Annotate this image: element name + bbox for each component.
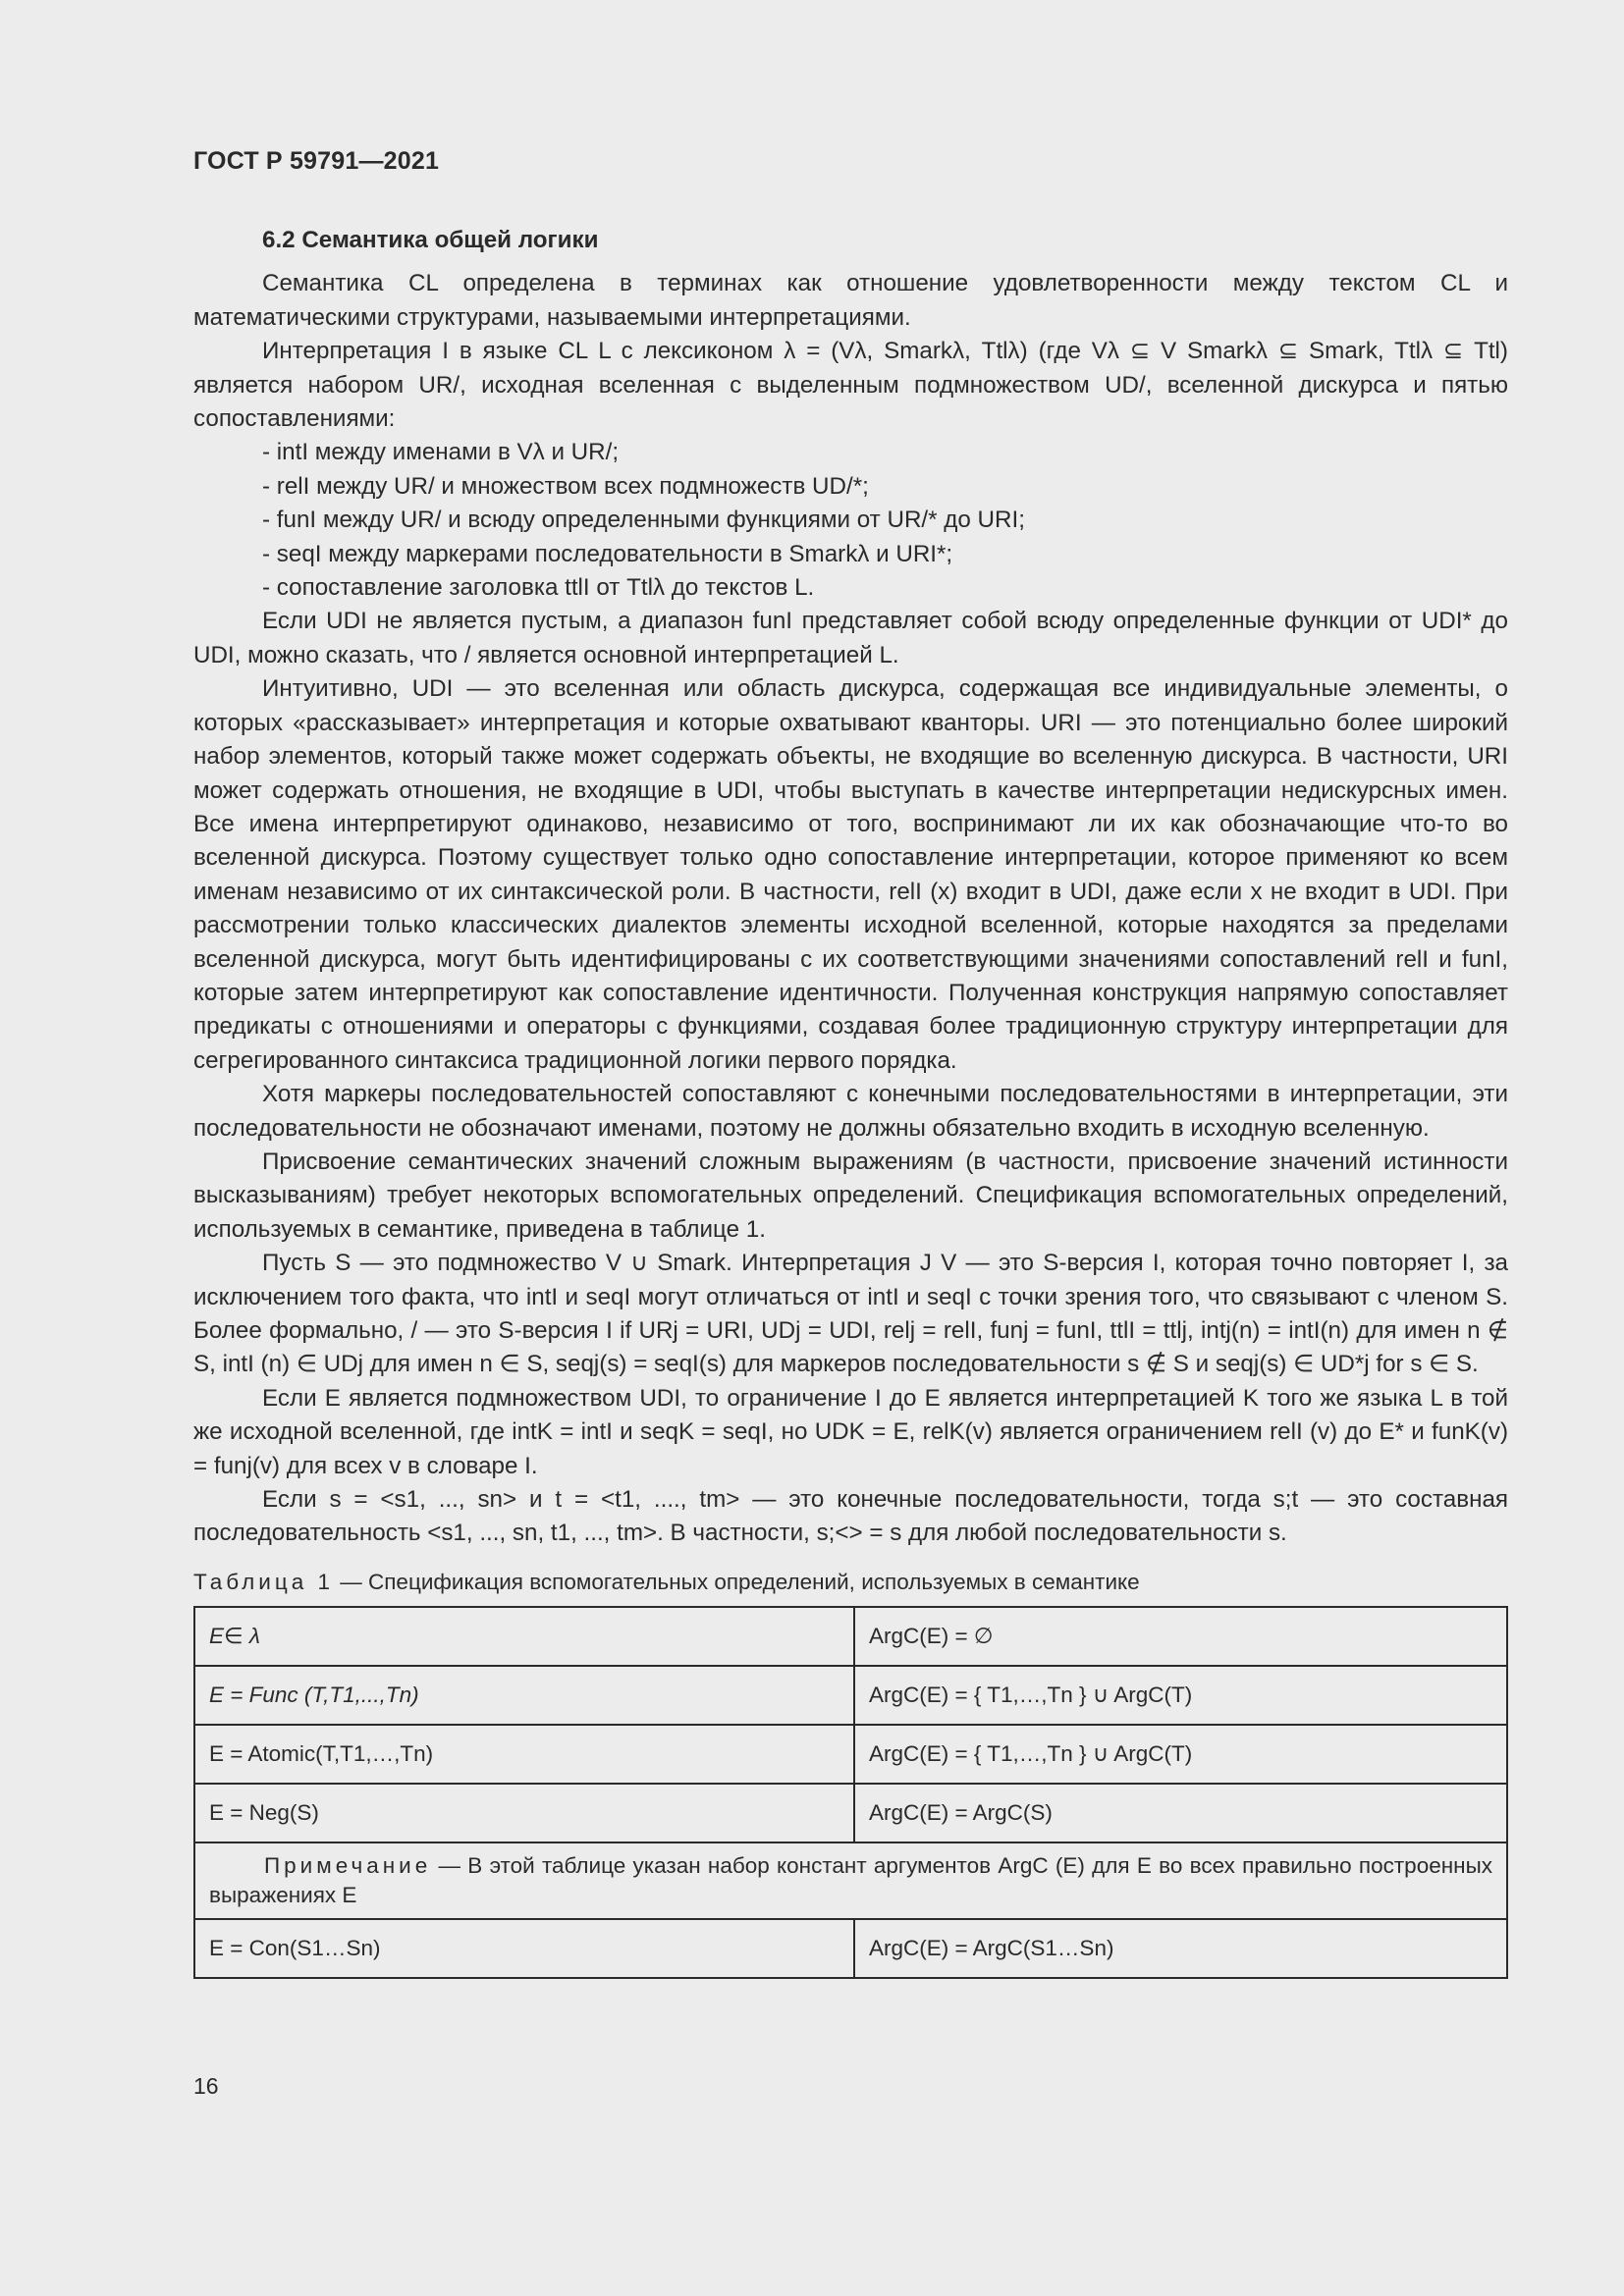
- table-cell: ArgC(E) = ArgC(S): [854, 1784, 1507, 1842]
- paragraph: Пусть S — это подмножество V ∪ Smark. Интерпретация J V — это S-версия I, которая точно повторяет I, за исключением того факта, что intI и seqI могут отличаться от intI и seqI с точки зрения того, что связывают с членом S. Более формально, / — это S-версия I if URj = URI, UDj = UDI, relj = relI, funj = funI, ttlI = ttlj, intj(n) = intI(n) для имен n ∉ S, intI (n) ∈ UDj для имен n ∈ S, seqj(s) = seqI(s) для маркеров последовательности s ∉ S и seqj(s) ∈ UD*j for s ∈ S.: [193, 1250, 1508, 1378]
- note-label: Примечание: [264, 1852, 432, 1878]
- section-title: 6.2 Семантика общей логики: [262, 227, 599, 253]
- paragraph: Если E является подмножеством UDI, то ограничение I до E является интерпретацией K того же языка L в той же исходной вселенной, где intK = intI и seqK = seqI, но UDK = E, relK(v) является ограничением relI (v) до E* и funK(v) = funj(v) для всех v в словаре I.: [193, 1384, 1508, 1479]
- table-note: [194, 1842, 1507, 1919]
- table-note-row: [194, 1842, 1507, 1919]
- table-cell: E = Func (T,T1,...,Tn): [194, 1666, 854, 1725]
- table-cell: ArgC(E) = ∅: [854, 1607, 1507, 1666]
- document-header: ГОСТ Р 59791—2021: [193, 147, 440, 175]
- table-row: [194, 1725, 1507, 1784]
- paragraph: Хотя маркеры последовательностей сопоставляют с конечными последовательностями в интерпретации, эти последовательности не обозначают именами, поэтому не должны обязательно входить в исходную вселенную.: [193, 1081, 1508, 1142]
- table-cell: ArgC(E) = { T1,…,Tn } ∪ ArgC(T): [854, 1725, 1507, 1784]
- list-item: - funI между UR/ и всюду определенными функциями от UR/* до URI;: [262, 507, 1025, 534]
- table-caption: [193, 1567, 1508, 1598]
- table-row: [194, 1666, 1507, 1725]
- table-row: [194, 1919, 1507, 1978]
- paragraph: Если s = <s1, ..., sn> и t = <t1, ...., tm> — это конечные последовательности, тогда s;t — это составная последовательность <s1, ..., sn, t1, ..., tm>. В частности, s;<> = s для любой последовательности s.: [193, 1486, 1508, 1547]
- paragraph: Интерпретация I в языке CL L с лексиконом λ = (Vλ, Smarkλ, Ttlλ) (где Vλ ⊆ V Smarkλ ⊆ Smark, Ttlλ ⊆ Ttl) является набором UR/, исходная вселенная с выделенным подмножеством UD/, вселенной дискурса и пятью сопоставлениями:: [193, 338, 1508, 433]
- spec-table: [193, 1606, 1508, 1979]
- page-content: [193, 224, 1508, 1979]
- table-cell: ArgC(E) = ArgC(S1…Sn): [854, 1919, 1507, 1978]
- table-cell: ArgC(E) = { T1,…,Tn } ∪ ArgC(T): [854, 1666, 1507, 1725]
- list-item: - intI между именами в Vλ и UR/;: [262, 439, 620, 466]
- paragraph: Семантика CL определена в терминах как отношение удовлетворенности между текстом CL и математическими структурами, называемыми интерпретациями.: [193, 270, 1508, 331]
- page-number: 16: [193, 2073, 219, 2099]
- list-item: - seqI между маркерами последовательности в Smarkλ и URI*;: [262, 540, 953, 567]
- table-cell: E∈ λ: [194, 1607, 854, 1666]
- paragraph: Если UDI не является пустым, а диапазон funI представляет собой всюду определенные функции от UDI* до UDI, можно сказать, что / является основной интерпретацией L.: [193, 608, 1508, 668]
- table-row: [194, 1607, 1507, 1666]
- table-row: [194, 1784, 1507, 1842]
- table-cell: E = Neg(S): [194, 1784, 854, 1842]
- list-item: - relI между UR/ и множеством всех подмножеств UD/*;: [262, 472, 869, 500]
- table-cell: E = Con(S1…Sn): [194, 1919, 854, 1978]
- table-cell: E = Atomic(T,T1,…,Tn): [194, 1725, 854, 1784]
- note-text: — В этой таблице указан набор констант аргументов ArgC (E) для E во всех правильно построенных выражениях E: [209, 1852, 1492, 1907]
- list-item: - сопоставление заголовка ttlI от Ttlλ до текстов L.: [262, 574, 815, 602]
- table-caption-text: — Спецификация вспомогательных определений, используемых в семантике: [334, 1569, 1140, 1594]
- table-caption-label: Таблица 1: [193, 1569, 334, 1594]
- paragraph: Интуитивно, UDI — это вселенная или область дискурса, содержащая все индивидуальные элементы, о которых «рассказывает» интерпретация и которые охватывают кванторы. URI — это потенциально более широкий набор элементов, который также может содержать объекты, не входящие во вселенную дискурса. В частности, URI может содержать отношения, не входящие в UDI, чтобы выступать в качестве интерпретации недискурсных имен. Все имена интерпретируют одинаково, независимо от того, воспринимают ли их как обозначающие что-то во вселенной дискурса. Поэтому существует только одно сопоставление интерпретации, которое применяют ко всем именам независимо от их синтаксической роли. В частности, relI (x) входит в UDI, даже если x не входит в UDI. При рассмотрении только классических диалектов элементы исходной вселенной, которые находятся за пределами вселенной дискурса, могут быть идентифицированы с их соответствующими значениями сопоставлений relI и funI, которые затем интерпретируют как сопоставление идентичности. Полученная конструкция напрямую сопоставляет предикаты с отношениями и операторы с функциями, создавая более традиционную структуру интерпретации для сегрегированного синтаксиса традиционной логики первого порядка.: [193, 675, 1508, 1074]
- paragraph: Присвоение семантических значений сложным выражениям (в частности, присвоение значений истинности высказываниям) требует некоторых вспомогательных определений. Спецификация вспомогательных определений, используемых в семантике, приведена в таблице 1.: [193, 1148, 1508, 1243]
